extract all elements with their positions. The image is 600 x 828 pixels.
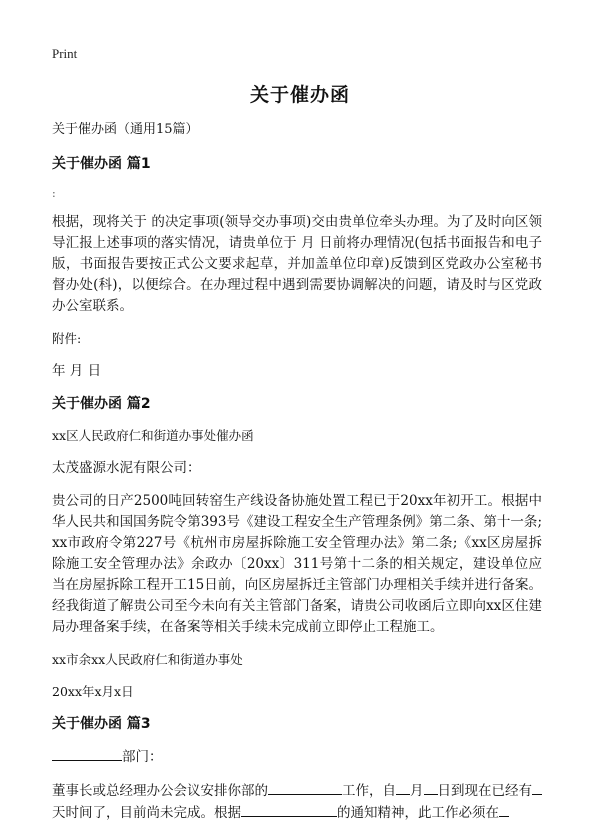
deadline-blank <box>499 802 509 817</box>
section-3-body <box>52 780 542 824</box>
start-month-blank <box>396 780 410 795</box>
body-part-1: 董事长或总经理办公会议安排你部的 <box>52 783 268 799</box>
section-1-body: 根据，现将关于 的决定事项(领导交办事项)交由贵单位牵头办理。为了及时向区领导汇报上述事项的落实情况，请贵单位于 月 日前将办理情况(包括书面报告和电子版，书面报告要按正式公文要求起草，并加盖单位印章)反馈到区党政办公室秘书督办处(科)，以便综合。在办理过程中遇到需要协调解决的问题，请及时与区党政办公室联系。 <box>52 214 542 314</box>
document-title: 关于催办函 <box>249 84 350 106</box>
dept-suffix: 部门： <box>122 749 163 765</box>
section-2-body: 贵公司的日产2500吨回转窑生产线设备协施处置工程已于20xx年初开工。根据中华人民共和国国务院令第393号《建设工程安全生产管理条例》第二条、第十一条;xx市政府令第227号《杭州市房屋拆除施工安全管理办法》第二条;《xx区房屋拆除施工安全管理办法》余政办〔20xx〕311号第十二条的相关规定，建设单位应当在房屋拆除工程开工15日前，向区房屋拆迁主管部门办理相关手续并进行备案。经我街道了解贵公司至今未向有关主管部门备案，请贵公司收函后立即向xx区住建局办理备案手续，在备案等相关手续未完成前立即停止工程施工。 <box>52 493 542 635</box>
section-2-org-title: xx区人民政府仁和街道办事处催办函 <box>52 428 254 443</box>
body-part-2: 工作，自 <box>342 783 396 799</box>
body-part-5: 天时间了，目前尚未完成。根据 <box>52 805 241 821</box>
section-1-attachment: 附件: <box>52 331 82 346</box>
body-part-3: 月 <box>410 783 424 799</box>
start-day-blank <box>424 780 438 795</box>
section-3-dept-line <box>52 746 542 768</box>
section-2-recipient: 太茂盛源水泥有限公司： <box>52 460 201 476</box>
dept-blank <box>52 746 122 761</box>
print-label: Print <box>52 46 78 61</box>
document-subtitle: 关于催办函（通用15篇） <box>52 122 199 137</box>
days-blank <box>532 780 542 795</box>
section-2-date: 20xx年x月x日 <box>52 684 134 699</box>
work-blank <box>268 780 342 795</box>
section-1-colon: : <box>52 187 56 200</box>
section-2-signature: xx市余xx人民政府仁和街道办事处 <box>52 652 243 667</box>
section-1-heading: 关于催办函 篇1 <box>52 156 151 172</box>
section-2-heading: 关于催办函 篇2 <box>52 396 151 412</box>
section-3-heading: 关于催办函 篇3 <box>52 716 151 732</box>
notice-blank <box>241 802 337 817</box>
body-part-4: 日到现在已经有 <box>437 783 532 799</box>
body-part-6: 的通知精神，此工作必须在 <box>337 805 499 821</box>
section-1-date: 年 月 日 <box>52 363 102 379</box>
document-body <box>52 120 542 828</box>
